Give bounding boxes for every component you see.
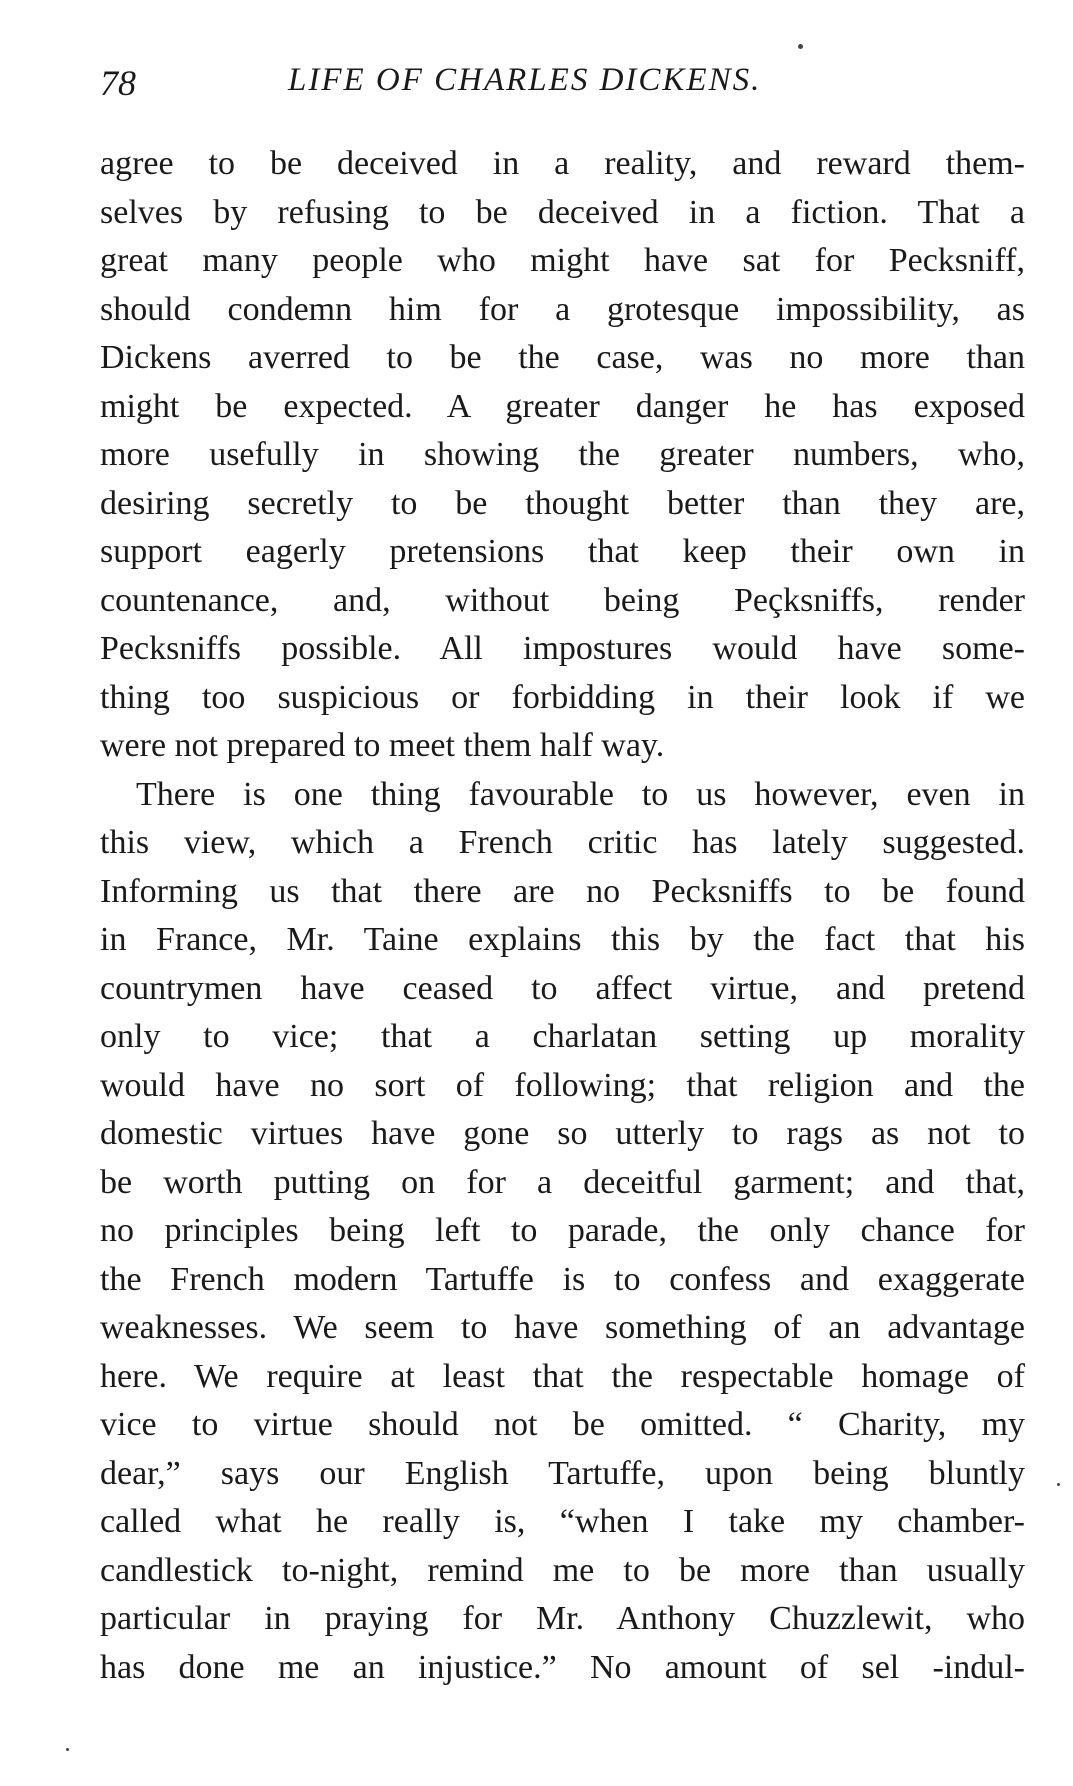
page-header [100, 62, 1030, 112]
text-line: countrymen have ceased to affect virtue, and pretend [100, 969, 1025, 1007]
page-number: 78 [100, 63, 136, 103]
text-line: great many people who might have sat for Pecksniff, [100, 242, 1025, 279]
text-line: Informing us that there are no Pecksniffs to be found [100, 872, 1025, 910]
text-line: the French modern Tartuffe is to confess and exaggerate [100, 1260, 1025, 1298]
body-text [100, 140, 1025, 1692]
text-line: more usefully in showing the greater numbers, who, [100, 436, 1025, 473]
text-line: weaknesses. We seem to have something of an advantage [100, 1309, 1025, 1346]
text-line: particular in praying for Mr. Anthony Chuzzlewit, who [100, 1600, 1025, 1637]
ink-speck [798, 44, 803, 49]
ink-speck [1057, 1483, 1060, 1486]
text-line: this view, which a French critic has lately suggested. [100, 824, 1025, 861]
text-line: in France, Mr. Taine explains this by the fact that his [100, 921, 1025, 958]
text-line: were not prepared to meet them half way. [100, 727, 665, 764]
text-line: Dickens averred to be the case, was no more than [100, 339, 1025, 376]
text-line: only to vice; that a charlatan setting up morality [100, 1018, 1025, 1055]
text-line: might be expected. A greater danger he has exposed [100, 387, 1025, 425]
text-line: thing too suspicious or forbidding in their look if we [100, 678, 1025, 716]
text-line: has done me an injustice.” No amount of sel -indul- [100, 1648, 1025, 1686]
text-line: desiring secretly to be thought better than they are, [100, 484, 1025, 522]
text-line: be worth putting on for a deceitful garment; and that, [100, 1163, 1025, 1201]
text-line: here. We require at least that the respectable homage of [100, 1357, 1025, 1395]
text-line: Pecksniffs possible. All impostures would have some- [100, 630, 1025, 667]
text-line: selves by refusing to be deceived in a fiction. That a [100, 193, 1025, 231]
text-line: support eagerly pretensions that keep their own in [100, 533, 1025, 570]
text-line: should condemn him for a grotesque impossibility, as [100, 290, 1025, 328]
text-line: countenance, and, without being Peçksniffs, render [100, 581, 1025, 619]
ink-speck [66, 1748, 69, 1751]
text-line: domestic virtues have gone so utterly to rags as not to [100, 1115, 1025, 1152]
text-line: no principles being left to parade, the only chance for [100, 1212, 1025, 1249]
running-title: LIFE OF CHARLES DICKENS. [288, 62, 762, 98]
text-line: candlestick to-night, remind me to be more than usually [100, 1551, 1025, 1589]
text-line: dear,” says our English Tartuffe, upon being bluntly [100, 1454, 1025, 1492]
text-line: agree to be deceived in a reality, and reward them- [100, 145, 1025, 182]
paragraph-1 [100, 140, 1025, 771]
text-line: There is one thing favourable to us however, even in [136, 775, 1025, 813]
text-line: called what he really is, “when I take my chamber- [100, 1503, 1025, 1540]
paragraph-2 [100, 771, 1025, 1693]
text-line: would have no sort of following; that religion and the [100, 1066, 1025, 1104]
text-line: vice to virtue should not be omitted. “ Charity, my [100, 1406, 1025, 1443]
